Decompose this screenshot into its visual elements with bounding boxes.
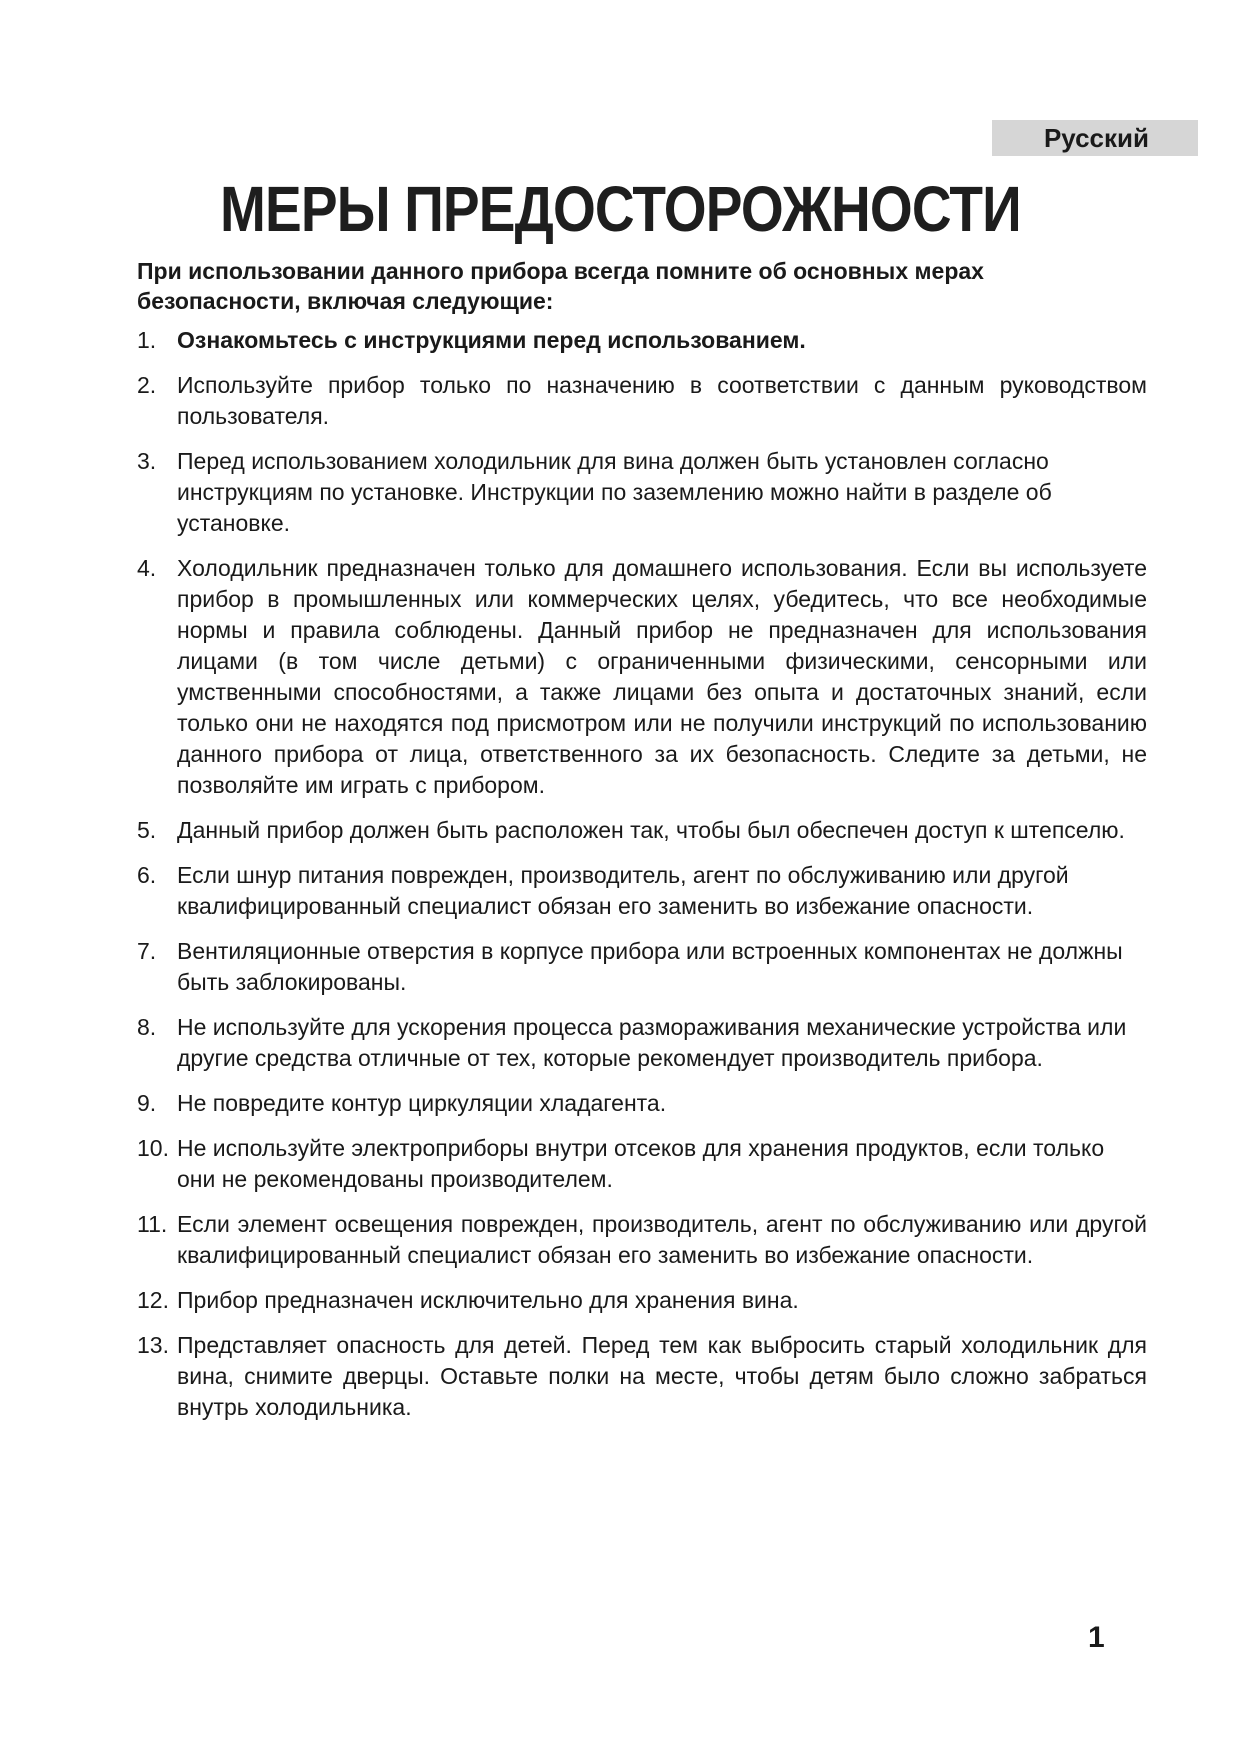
item-text: Используйте прибор только по назначению в соответствии с данным руководством пользователя. xyxy=(177,372,1147,429)
list-item xyxy=(137,936,1147,998)
item-text: Данный прибор должен быть расположен так, чтобы был обеспечен доступ к штепселю. xyxy=(177,817,1125,843)
item-number: 3. xyxy=(137,448,157,474)
item-number: 2. xyxy=(137,372,157,398)
list-item xyxy=(137,860,1147,922)
item-number: 13. xyxy=(137,1332,169,1358)
item-text: Холодильник предназначен только для домашнего использования. Если вы используете прибор в промышленных или коммерческих целях, убедитесь, что все необходимые нормы и правила соблюдены. Данный прибор не предназначен для использования лицами (в том числе детьми) с ограниченными физическими, сенсорными или умственными способностями, а также лицами без опыта и достаточных знаний, если только они не находятся под присмотром или не получили инструкций по использованию данного прибора от лица, ответственного за их безопасность. Следите за детьми, не позволяйте им играть с прибором. xyxy=(177,555,1147,798)
item-number: 10. xyxy=(137,1135,169,1161)
list-item xyxy=(137,815,1147,846)
item-text: Если элемент освещения поврежден, производитель, агент по обслуживанию или другой квалифицированный специалист обязан его заменить во избежание опасности. xyxy=(177,1211,1147,1268)
page-number: 1 xyxy=(1088,1621,1105,1654)
list-item xyxy=(137,446,1147,539)
item-text: Не повредите контур циркуляции хладагента. xyxy=(177,1090,667,1116)
list-item xyxy=(137,1012,1147,1074)
item-number: 6. xyxy=(137,862,157,888)
item-number: 4. xyxy=(137,555,157,581)
item-number: 8. xyxy=(137,1014,157,1040)
item-text: Прибор предназначен исключительно для хранения вина. xyxy=(177,1287,799,1313)
list-item xyxy=(137,553,1147,801)
intro-text: При использовании данного прибора всегда помните об основных мерах безопасности, включая следующие: xyxy=(137,258,984,314)
item-text: Представляет опасность для детей. Перед тем как выбросить старый холодильник для вина, снимите дверцы. Оставьте полки на месте, чтобы детям было сложно забраться внутрь холодильника. xyxy=(177,1332,1147,1420)
item-number: 1. xyxy=(137,327,157,353)
list-item xyxy=(137,1285,1147,1316)
list-item xyxy=(137,1330,1147,1423)
list-item xyxy=(137,325,1147,356)
item-text: Перед использованием холодильник для вина должен быть установлен согласно инструкциям по установке. Инструкции по заземлению можно найти в разделе об установке. xyxy=(177,448,1052,536)
page-title: МЕРЫ ПРЕДОСТОРОЖНОСТИ xyxy=(220,173,1021,245)
list-item xyxy=(137,1088,1147,1119)
item-text: Не используйте для ускорения процесса размораживания механические устройства или другие средства отличные от тех, которые рекомендует производитель прибора. xyxy=(177,1014,1127,1071)
item-number: 5. xyxy=(137,817,157,843)
item-text: Если шнур питания поврежден, производитель, агент по обслуживанию или другой квалифицированный специалист обязан его заменить во избежание опасности. xyxy=(177,862,1069,919)
item-number: 11. xyxy=(137,1211,168,1237)
language-tab: Русский xyxy=(992,120,1198,156)
item-text: Вентиляционные отверстия в корпусе прибора или встроенных компонентах не должны быть заблокированы. xyxy=(177,938,1123,995)
precautions-list xyxy=(137,325,1147,1437)
item-number: 9. xyxy=(137,1090,157,1116)
item-text: Ознакомьтесь с инструкциями перед использованием. xyxy=(177,327,806,353)
list-item xyxy=(137,370,1147,432)
item-text: Не используйте электроприборы внутри отсеков для хранения продуктов, если только они не рекомендованы производителем. xyxy=(177,1135,1105,1192)
item-number: 7. xyxy=(137,938,157,964)
list-item xyxy=(137,1133,1147,1195)
list-item xyxy=(137,1209,1147,1271)
item-number: 12. xyxy=(137,1287,169,1313)
